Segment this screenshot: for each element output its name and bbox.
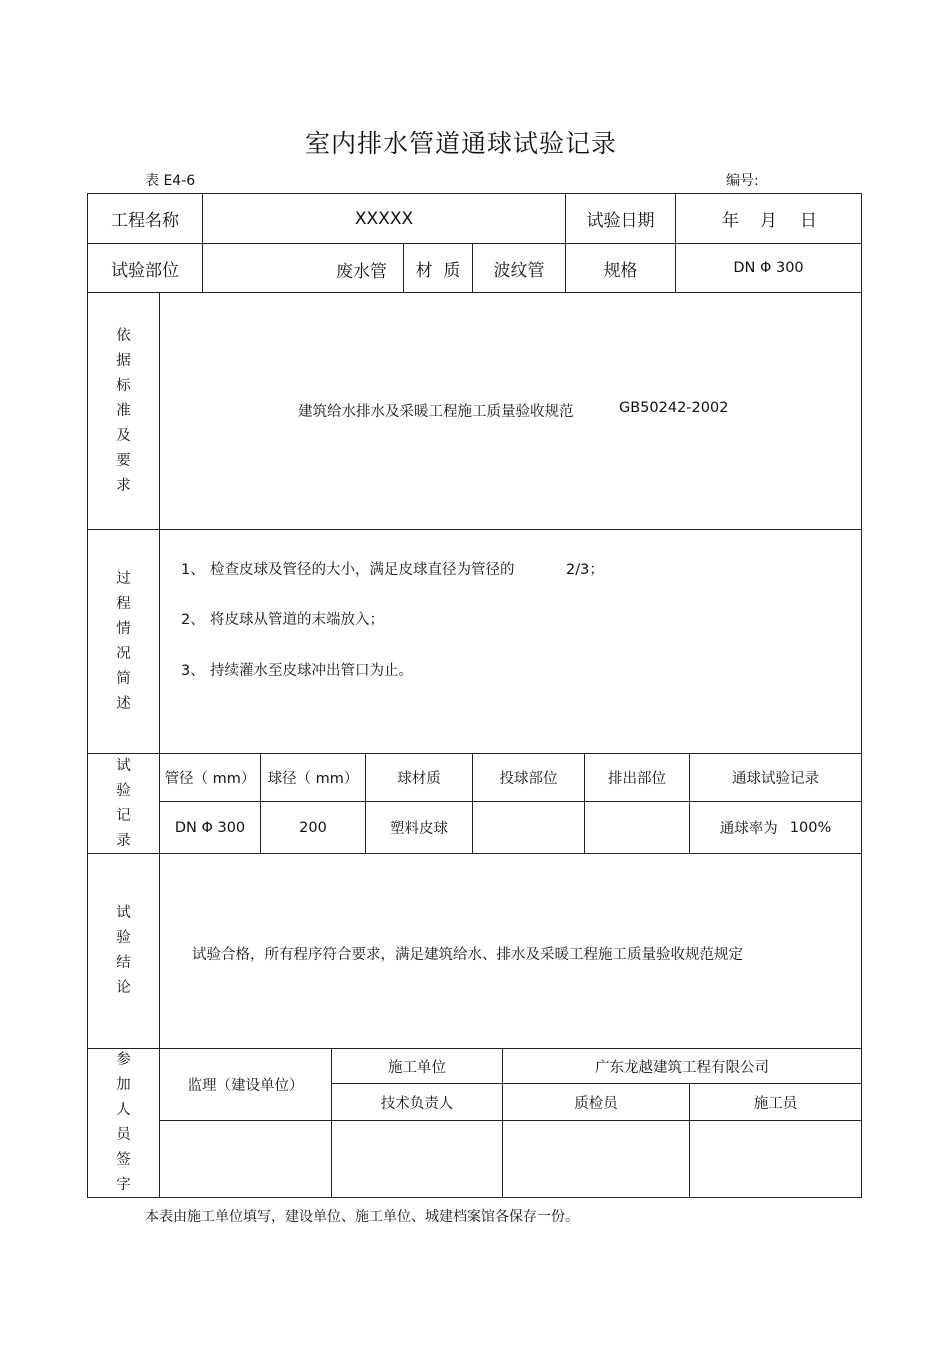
spec-value: DN Φ 300 — [733, 260, 804, 276]
page-title: 室内排水管道通球试验记录 — [304, 129, 617, 158]
material-label: 材 质 — [415, 260, 461, 281]
record-result: 通球率为 100% — [719, 819, 832, 837]
record-header-result: 通球试验记录 — [732, 771, 819, 787]
test-date-label: 试验日期 — [586, 211, 655, 231]
date-day: 日 — [800, 211, 817, 231]
worker-signature — [690, 1121, 861, 1197]
project-name-value: XXXXX — [354, 208, 414, 229]
contractor-label: 施工单位 — [388, 1059, 446, 1076]
test-part-value: 废水管 — [336, 262, 387, 282]
record-header-ball-dia: 球径（ mm） — [267, 771, 359, 787]
tech-lead-label: 技术负责人 — [380, 1095, 454, 1112]
basis-standard-code: GB50242-2002 — [619, 400, 729, 416]
conclusion-text: 试验合格，所有程序符合要求，满足建筑给水、排水及采暖工程施工质量验收规范规定 — [192, 947, 743, 963]
record-ball-material: 塑料皮球 — [390, 821, 448, 837]
basis-label: 依 据 标 准 及 要 求 — [116, 327, 131, 494]
worker-label: 施工员 — [753, 1095, 798, 1112]
test-part-label: 试验部位 — [111, 260, 179, 281]
basis-standard-text: 建筑给水排水及采暖工程施工质量验收规范 — [298, 404, 574, 420]
record-header-pipe-dia: 管径（ mm） — [164, 771, 256, 787]
tech-lead-signature — [332, 1121, 502, 1197]
record-header-drop-point: 投球部位 — [499, 771, 558, 787]
date-month: 月 — [760, 211, 777, 231]
contractor-name: 广东龙越建筑工程有限公司 — [595, 1059, 769, 1076]
qc-label: 质检员 — [574, 1095, 618, 1112]
participants-label: 参 加 人 员 签 字 — [116, 1052, 131, 1193]
record-header-exit-point: 排出部位 — [608, 771, 666, 787]
serial-number-label: 编号: — [726, 173, 759, 189]
supervisor-label: 监理（建设单位） — [187, 1078, 304, 1094]
record-pipe-dia: DN Φ 300 — [174, 819, 246, 836]
date-year: 年 — [722, 211, 739, 231]
process-label: 过 程 情 况 简 述 — [116, 570, 131, 712]
footer-note: 本表由施工单位填写，建设单位、施工单位、城建档案馆各保存一份。 — [145, 1209, 579, 1225]
spec-label: 规格 — [603, 260, 638, 281]
form-number: 表 E4-6 — [145, 173, 196, 189]
qc-signature — [503, 1121, 689, 1197]
record-exit-point — [585, 802, 689, 853]
record-drop-point — [473, 802, 584, 853]
record-ball-dia: 200 — [299, 819, 327, 836]
material-value: 波纹管 — [493, 260, 545, 281]
conclusion-label: 试 验 结 论 — [116, 905, 131, 996]
project-name-label: 工程名称 — [111, 211, 179, 231]
supervisor-signature — [160, 1121, 331, 1197]
record-label: 试 验 记 录 — [116, 757, 131, 849]
record-header-ball-material: 球材质 — [397, 771, 441, 787]
